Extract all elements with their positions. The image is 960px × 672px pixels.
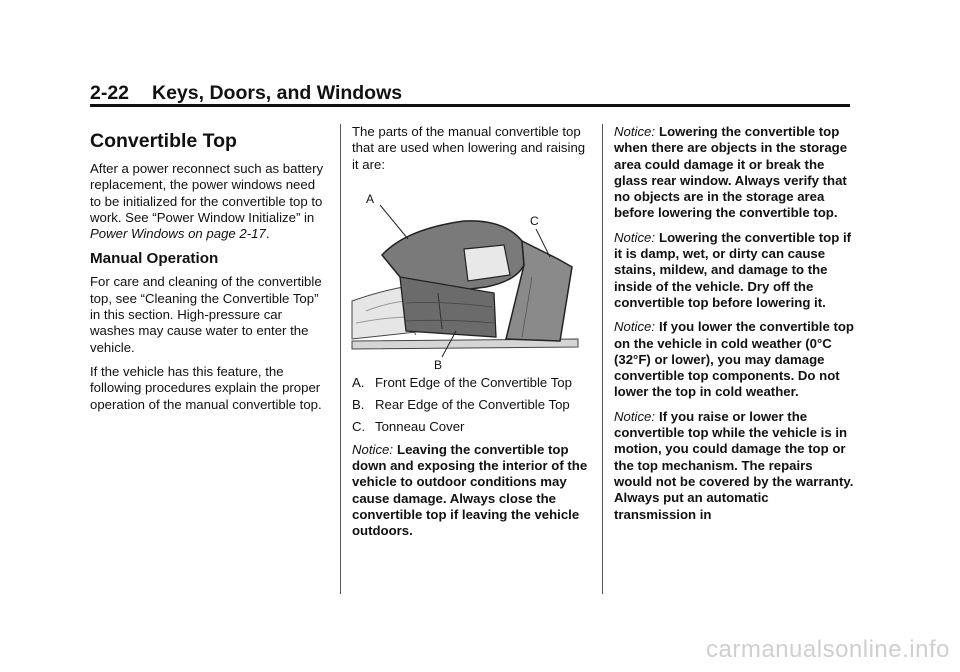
watermark: carmanualsonline.info xyxy=(706,636,950,663)
notice-paragraph xyxy=(614,124,854,222)
column-1 xyxy=(90,124,326,421)
convertible-top-drawing xyxy=(346,181,586,369)
notice-text: Lowering the convertible top if it is damp, wet, or dirty can cause stains, mildew, and damage to the inside of the vehicle. Dry off the convertible top before lowering it. xyxy=(614,229,852,310)
legend-letter: B. xyxy=(352,397,365,413)
legend-letter: C. xyxy=(352,419,366,435)
notice-label: Notice: xyxy=(614,408,656,424)
notice-text: If you lower the convertible top on the vehicle in cold weather (0°C (32°F) or lower), you may damage convertible top components. Do not lower the top in cold weather. xyxy=(614,319,854,400)
notice-label: Notice: xyxy=(614,319,656,335)
header-rule xyxy=(90,104,850,107)
callout-c: C xyxy=(530,213,539,228)
legend-text: Tonneau Cover xyxy=(375,419,465,435)
notice-label: Notice: xyxy=(352,441,394,457)
legend-text: Front Edge of the Convertible Top xyxy=(375,374,572,390)
page-header xyxy=(90,82,402,105)
legend-item xyxy=(352,419,590,435)
subheading: Manual Operation xyxy=(90,250,219,268)
section-title: Keys, Doors, and Windows xyxy=(152,82,403,104)
cross-reference-link[interactable]: Power Windows on page 2-17 xyxy=(90,226,266,242)
intro-suffix: . xyxy=(265,226,270,242)
callout-b: B xyxy=(434,357,443,372)
notice-text: If you raise or lower the convertible top while the vehicle is in motion, you could damage the top or the top mechanism. The repairs would not be covered by the warranty. Always put an automatic transmission in xyxy=(614,408,854,522)
column-2 xyxy=(352,124,590,548)
legend-letter: A. xyxy=(352,374,365,390)
procedure-paragraph: If the vehicle has this feature, the following procedures explain the proper operation of the manual convertible top. xyxy=(90,363,322,412)
intro-paragraph xyxy=(90,161,326,242)
notice-text: Lowering the convertible top when there are objects in the storage area could damage it or break the glass rear window. Always verify that no objects are in the storage area before lowering the convertible top. xyxy=(614,124,848,221)
notice-label: Notice: xyxy=(614,229,656,245)
notice-paragraph xyxy=(614,319,854,400)
intro-text: After a power reconnect such as battery replacement, the power windows need to be initialized for the convertible top to work. See “Power Window Initialize” in xyxy=(90,161,324,225)
convertible-top-illustration xyxy=(346,181,586,372)
notice-label: Notice: xyxy=(614,124,656,139)
page-title: Convertible Top xyxy=(90,130,237,152)
notice-paragraph xyxy=(352,442,590,540)
column-divider-1 xyxy=(340,124,341,594)
column-3 xyxy=(614,124,854,531)
notice-paragraph xyxy=(614,230,854,311)
parts-intro: The parts of the manual convertible top that are used when lowering and raising it are: xyxy=(352,124,586,172)
notice-paragraph xyxy=(614,409,854,523)
notice-text: Leaving the convertible top down and exposing the interior of the vehicle to outdoor conditions may cause damage. Always close the convertible top if leaving the vehicle outdoors. xyxy=(352,441,588,539)
legend-item xyxy=(352,375,590,391)
legend-item xyxy=(352,397,590,413)
legend-text: Rear Edge of the Convertible Top xyxy=(375,397,570,413)
page-number: 2-22 xyxy=(90,82,130,104)
column-divider-2 xyxy=(602,124,603,594)
callout-a: A xyxy=(366,191,375,206)
care-paragraph: For care and cleaning of the convertible top, see “Cleaning the Convertible Top” in this section. High-pressure car washes may cause water to enter the vehicle. xyxy=(90,274,322,355)
